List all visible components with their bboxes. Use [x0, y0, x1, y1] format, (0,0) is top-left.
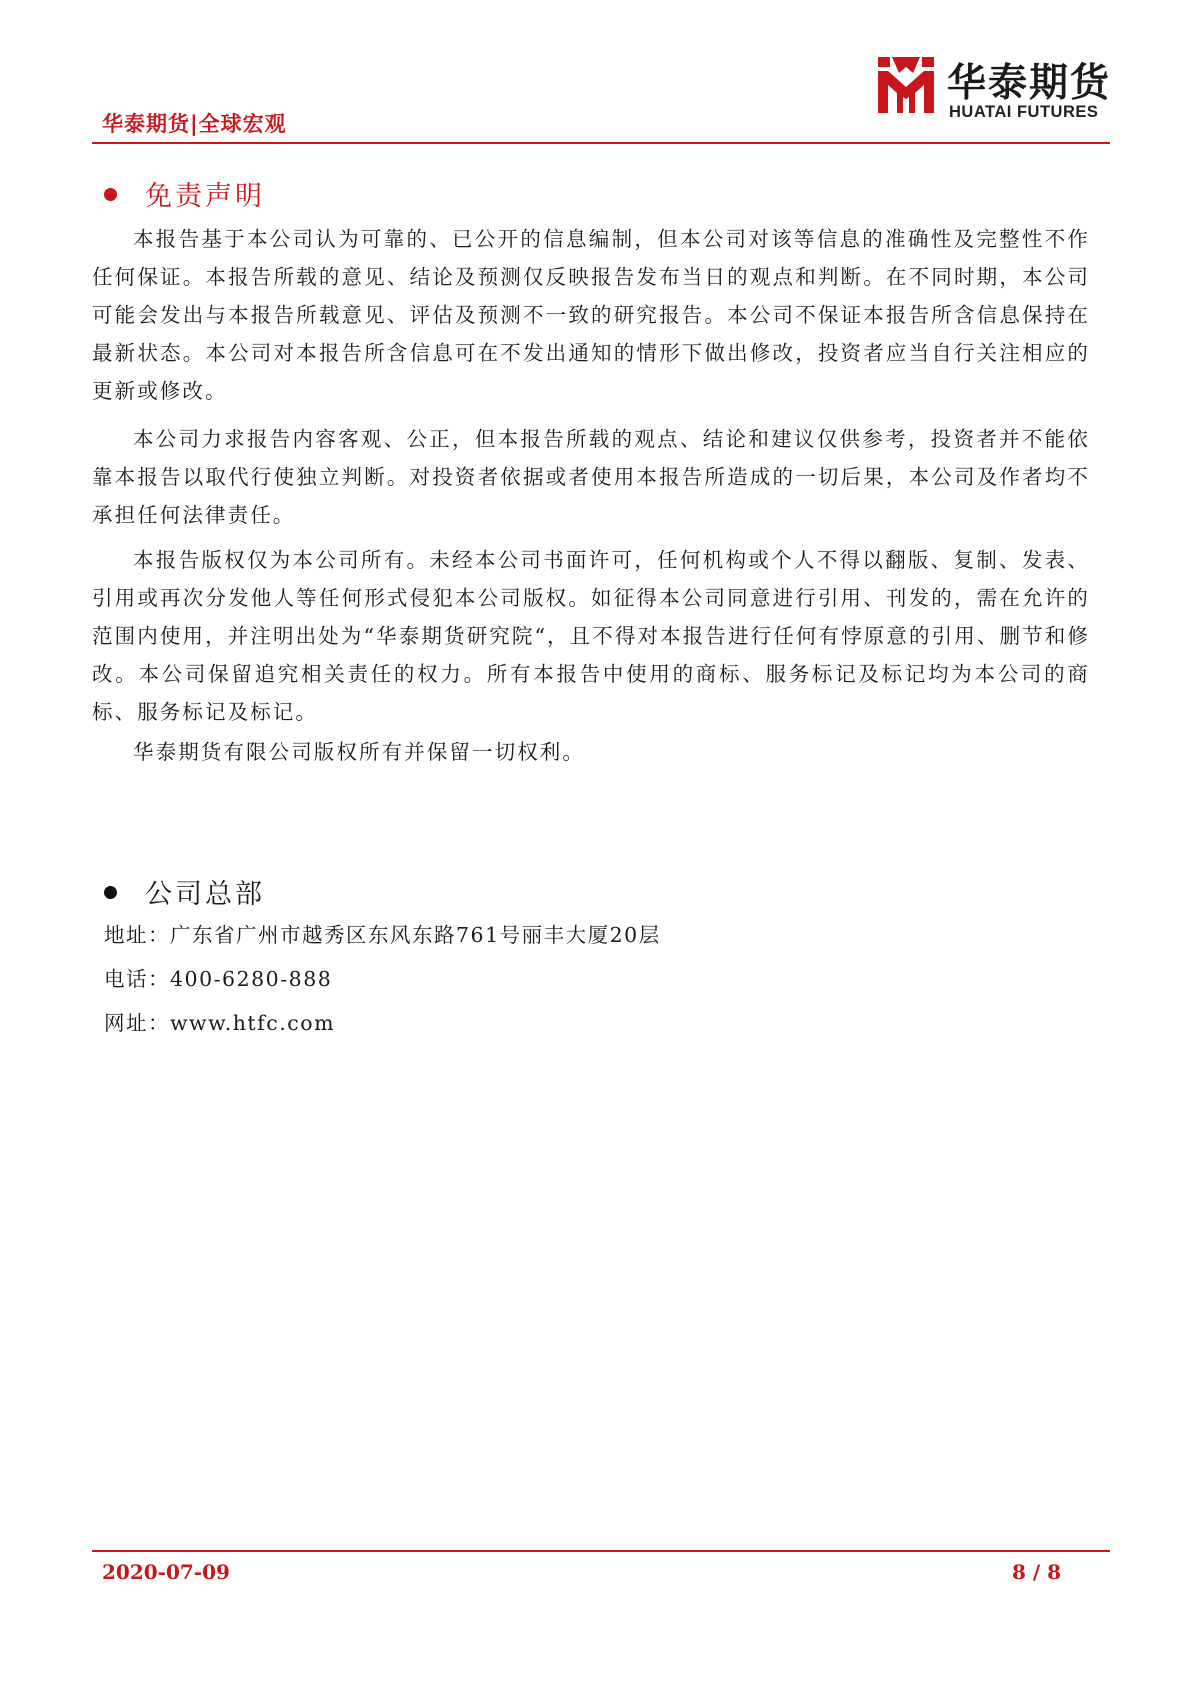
headquarters-heading — [104, 872, 265, 911]
headquarters-address: 地址：广东省广州市越秀区东风东路761号丽丰大厦20层 — [104, 923, 661, 947]
disclaimer-paragraph: 本报告版权仅为本公司所有。未经本公司书面许可，任何机构或个人不得以翻版、复制、发表、引用或再次分发他人等任何形式侵犯本公司版权。如征得本公司同意进行引用、刊发的，需在允许的范围内使用，并注明出处为“华泰期货研究院“，且不得对本报告进行任何有悖原意的引用、删节和修改。本公司保留追究相关责任的权力。所有本报告中使用的商标、服务标记及标记均为本公司的商标、服务标记及标记。 — [92, 548, 1090, 724]
disclaimer-heading-text: 免责声明 — [145, 181, 265, 212]
disclaimer-heading — [104, 174, 265, 213]
bullet-icon — [104, 886, 117, 899]
disclaimer-paragraph: 本公司力求报告内容客观、公正，但本报告所载的观点、结论和建议仅供参考，投资者并不能依靠本报告以取代行使独立判断。对投资者依据或者使用本报告所造成的一切后果，本公司及作者均不承担任何法律责任。 — [92, 427, 1090, 527]
footer-page-number: 8 / 8 — [1012, 1560, 1062, 1584]
logo-english-name: HUATAI FUTURES — [949, 103, 1099, 121]
bullet-icon — [104, 188, 117, 201]
header-divider — [92, 142, 1110, 144]
disclaimer-paragraph: 华泰期货有限公司版权所有并保留一切权利。 — [133, 740, 585, 764]
logo-chinese-name: 华泰期货 — [947, 61, 1112, 106]
footer-date: 2020-07-09 — [102, 1560, 230, 1584]
headquarters-phone: 电话：400-6280-888 — [104, 967, 333, 991]
footer-divider — [92, 1550, 1110, 1552]
header-title: 华泰期货|全球宏观 — [102, 112, 287, 136]
headquarters-website: 网址：www.htfc.com — [104, 1011, 336, 1035]
huatai-logo-icon — [878, 57, 934, 113]
headquarters-heading-text: 公司总部 — [145, 879, 265, 910]
disclaimer-paragraph: 本报告基于本公司认为可靠的、已公开的信息编制，但本公司对该等信息的准确性及完整性不作任何保证。本报告所载的意见、结论及预测仅反映报告发布当日的观点和判断。在不同时期，本公司可能会发出与本报告所载意见、评估及预测不一致的研究报告。本公司不保证本报告所含信息保持在最新状态。本公司对本报告所含信息可在不发出通知的情形下做出修改，投资者应当自行关注相应的更新或修改。 — [92, 227, 1090, 403]
